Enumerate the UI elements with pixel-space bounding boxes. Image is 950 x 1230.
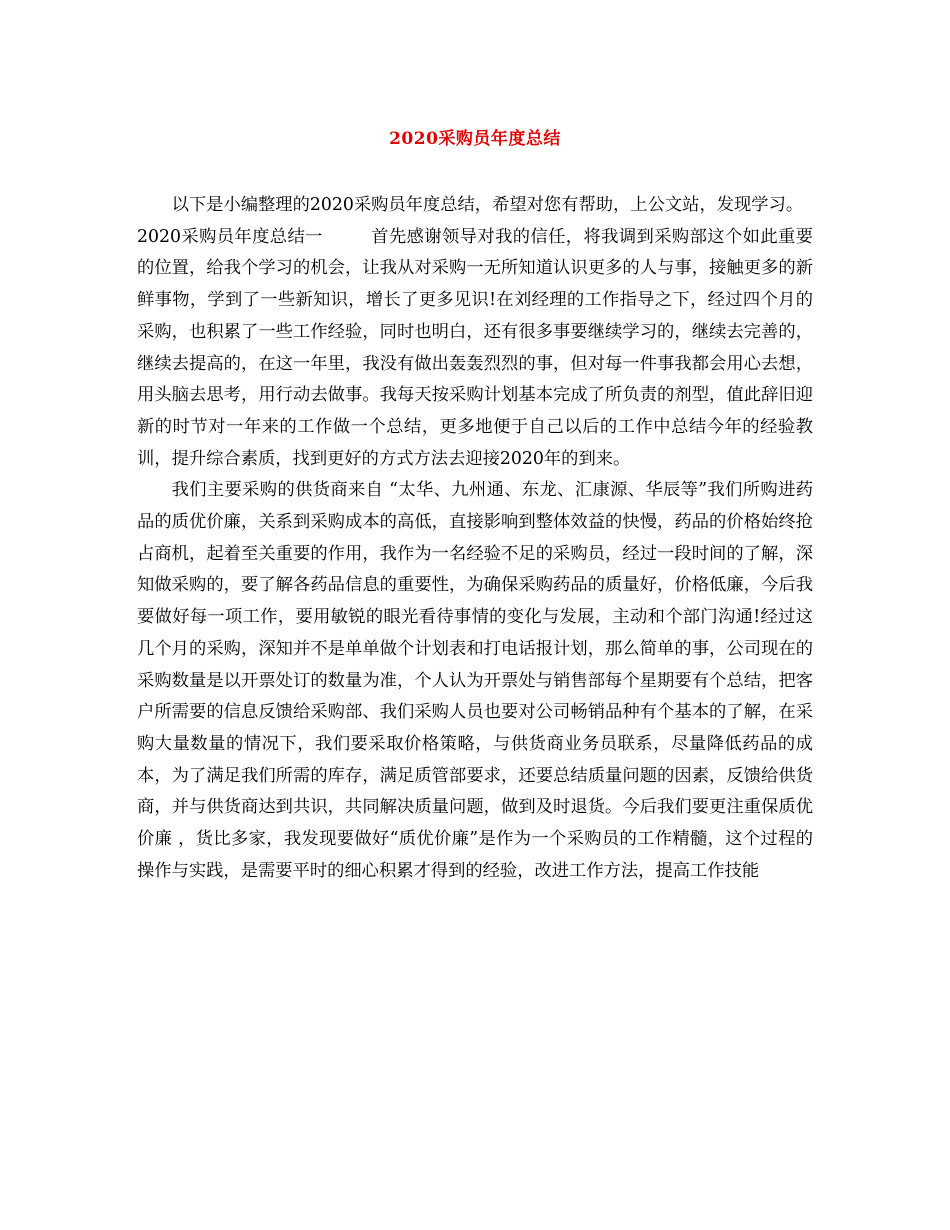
section-one-paragraph: [137, 222, 813, 476]
suppliers-paragraph: 我们主要采购的供货商来自 “太华、九州通、东龙、汇康源、华辰等”我们所购进药品的质优价廉，关系到采购成本的高低，直接影响到整体效益的快慢，药品的价格始终抢占商机，起着至关重要的作用，我作为一名经验不足的采购员，经过一段时间的了解，深知做采购的，要了解各药品信息的重要性，为确保采购药品的质量好，价格低廉，今后我要做好每一项工作，要用敏锐的眼光看待事情的变化与发展，主动和个部门沟通!经过这几个月的采购，深知并不是单单做个计划表和打电话报计划，那么简单的事，公司现在的采购数量是以开票处订的数量为准，个人认为开票处与销售部每个星期要有个总结，把客户所需要的信息反馈给采购部、我们采购人员也要对公司畅销品种有个基本的了解，在采购大量数量的情况下，我们要采取价格策略，与供货商业务员联系，尽量降低药品的成本，为了满足我们所需的库存，满足质管部要求，还要总结质量问题的因素，反馈给供货商，并与供货商达到共识，共同解决质量问题，做到及时退货。今后我们要更注重保质优价廉 ，货比多家，我发现要做好“质优价廉”是作为一个采购员的工作精髓，这个过程的操作与实践，是需要平时的细心积累才得到的经验，改进工作方法，提高工作技能: [137, 480, 813, 881]
document-title: 2020采购员年度总结: [389, 129, 561, 149]
document-body: [137, 190, 813, 887]
intro-paragraph: 以下是小编整理的2020采购员年度总结，希望对您有帮助，上公文站，发现学习。: [171, 195, 804, 215]
section-one-heading: 2020采购员年度总结一: [137, 226, 323, 247]
section-one-text: 首先感谢领导对我的信任，将我调到采购部这个如此重要的位置，给我个学习的机会，让我从对采购一无所知道认识更多的人与事，接触更多的新鲜事物，学到了一些新知识，增长了更多见识!在刘经理的工作指导之下，经过四个月的采购，也积累了一些工作经验，同时也明白，还有很多事要继续学习的，继续去完善的，继续去提高的，在这一年里，我没有做出轰轰烈烈的事，但对每一件事我都会用心去想，用头脑去思考，用行动去做事。我每天按采购计划基本完成了所负责的剂型，值此辞旧迎新的时节对一年来的工作做一个总结，更多地便于自己以后的工作中总结今年的经验教训，提升综合素质，找到更好的方式方法去迎接2020年的到来。: [137, 226, 813, 469]
